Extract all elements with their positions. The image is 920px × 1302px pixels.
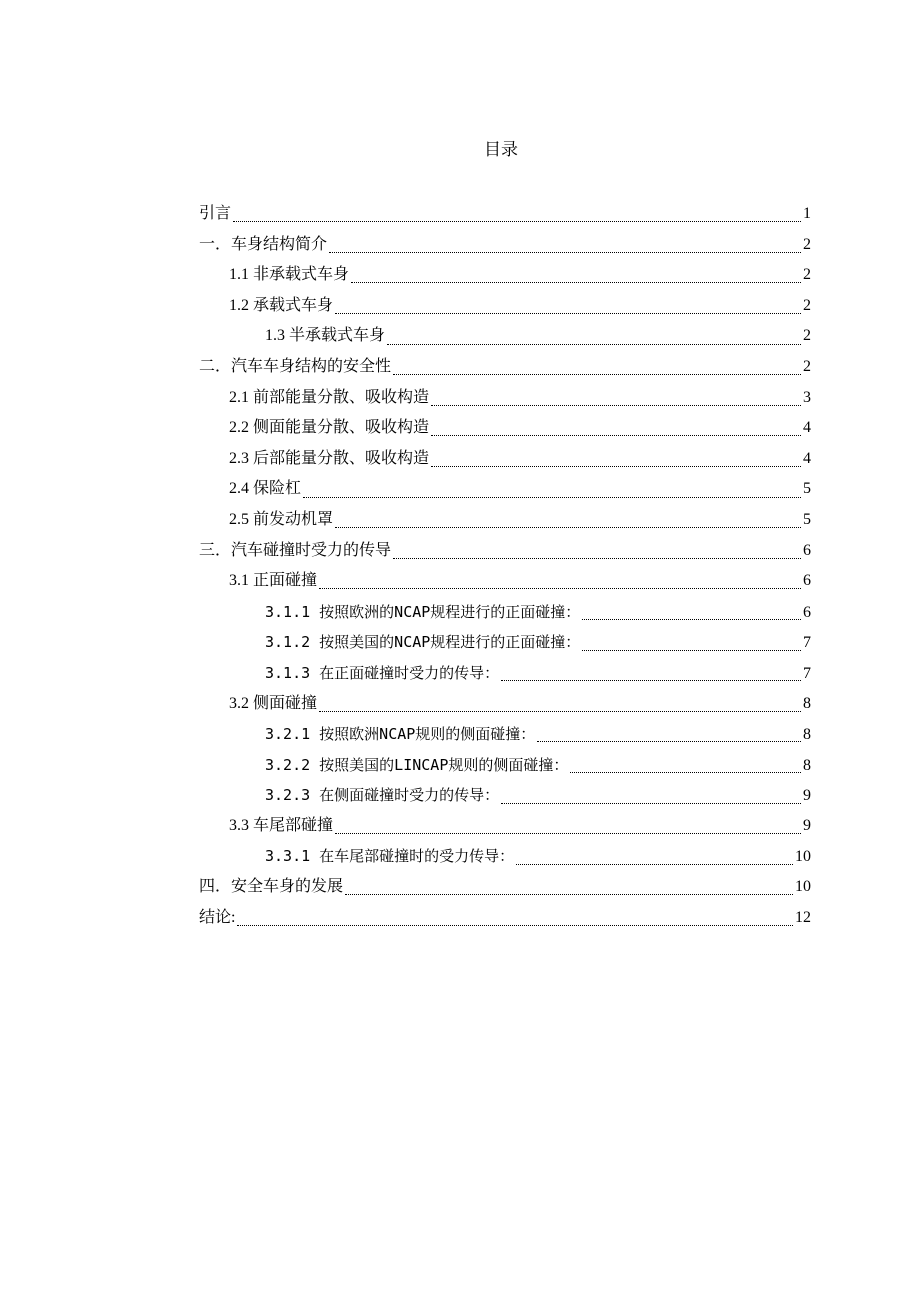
- toc-entry-text: 一．车身结构简介: [199, 235, 328, 253]
- toc-entry-page-number: 3: [803, 388, 811, 406]
- toc-entry-text: 3.3 车尾部碰撞: [229, 816, 334, 834]
- toc-entry[interactable]: [199, 536, 811, 567]
- toc-entry-page-number: 4: [803, 449, 811, 467]
- toc-entry[interactable]: [199, 750, 811, 781]
- toc-entry[interactable]: [199, 903, 811, 934]
- toc-dot-leader: [582, 649, 801, 651]
- toc-entry[interactable]: [199, 719, 811, 750]
- toc-entry[interactable]: [199, 413, 811, 444]
- toc-dot-leader: [319, 587, 801, 589]
- toc-dot-leader: [335, 312, 801, 314]
- toc-entry-text: 二．汽车车身结构的安全性: [199, 357, 392, 375]
- toc-entry-text: 四．安全车身的发展: [199, 878, 344, 896]
- toc-entry-text: 2.3 后部能量分散、吸收构造: [229, 449, 430, 467]
- toc-entry-page-number: 7: [803, 664, 811, 682]
- toc-dot-leader: [303, 496, 801, 498]
- toc-dot-leader: [431, 404, 801, 406]
- toc-entry[interactable]: [199, 872, 811, 903]
- toc-entry-text: 1.2 承载式车身: [229, 296, 334, 314]
- toc-entry-page-number: 2: [803, 327, 811, 345]
- toc-dot-leader: [237, 924, 793, 926]
- toc-entry[interactable]: [199, 291, 811, 322]
- toc-dot-leader: [335, 832, 801, 834]
- toc-dot-leader: [387, 343, 801, 345]
- toc-entry[interactable]: [199, 566, 811, 597]
- toc-entry-page-number: 7: [803, 634, 811, 652]
- toc-entry[interactable]: [199, 199, 811, 230]
- toc-entry-text: 三．汽车碰撞时受力的传导: [199, 541, 392, 559]
- toc-entry-text: 3.2.2 按照美国的LINCAP规则的侧面碰撞：: [265, 755, 569, 774]
- toc-entry-text: 2.5 前发动机罩: [229, 510, 334, 528]
- toc-dot-leader: [570, 771, 801, 773]
- toc-entry[interactable]: [199, 230, 811, 261]
- toc-entry[interactable]: [199, 321, 811, 352]
- toc-entry-text: 3.1 正面碰撞: [229, 572, 318, 590]
- toc-entry-text: 3.2 侧面碰撞: [229, 694, 318, 712]
- toc-entry[interactable]: [199, 811, 811, 842]
- toc-entry-text: 3.2.3 在侧面碰撞时受力的传导：: [265, 786, 500, 805]
- toc-entry-page-number: 6: [803, 603, 811, 621]
- toc-dot-leader: [501, 802, 801, 804]
- toc-dot-leader: [501, 679, 801, 681]
- toc-entry-text: 2.1 前部能量分散、吸收构造: [229, 388, 430, 406]
- toc-entry-page-number: 10: [795, 878, 811, 896]
- toc-entry-page-number: 5: [803, 510, 811, 528]
- toc-entry-text: 3.3.1 在车尾部碰撞时的受力传导：: [265, 847, 515, 866]
- toc-dot-leader: [393, 373, 801, 375]
- toc-entry-text: 结论:: [199, 908, 236, 926]
- toc-dot-leader: [516, 863, 793, 865]
- toc-title: 目录: [484, 140, 518, 159]
- toc-entry-page-number: 6: [803, 541, 811, 559]
- toc-dot-leader: [537, 740, 801, 742]
- table-of-contents: [199, 199, 811, 933]
- toc-entry[interactable]: [199, 597, 811, 628]
- toc-entry-text: 3.1.2 按照美国的NCAP规程进行的正面碰撞：: [265, 633, 581, 652]
- toc-entry[interactable]: [199, 352, 811, 383]
- toc-dot-leader: [233, 220, 801, 222]
- toc-dot-leader: [319, 710, 801, 712]
- toc-entry[interactable]: [199, 444, 811, 475]
- toc-dot-leader: [351, 281, 801, 283]
- toc-entry[interactable]: [199, 474, 811, 505]
- toc-entry-page-number: 9: [803, 816, 811, 834]
- toc-entry-text: 引言: [199, 205, 232, 222]
- toc-list: [199, 199, 811, 933]
- toc-entry[interactable]: [199, 780, 811, 811]
- toc-entry-text: 3.1.1 按照欧洲的NCAP规程进行的正面碰撞：: [265, 602, 581, 621]
- toc-entry-page-number: 4: [803, 419, 811, 437]
- toc-entry-page-number: 6: [803, 572, 811, 590]
- toc-dot-leader: [431, 434, 801, 436]
- toc-dot-leader: [431, 465, 801, 467]
- toc-entry-page-number: 8: [803, 694, 811, 712]
- toc-entry-page-number: 10: [795, 848, 811, 866]
- toc-entry-text: 1.1 非承载式车身: [229, 266, 350, 284]
- toc-entry-page-number: 9: [803, 787, 811, 805]
- toc-entry-page-number: 1: [803, 205, 811, 222]
- toc-entry-page-number: 8: [803, 726, 811, 744]
- toc-entry[interactable]: [199, 689, 811, 720]
- toc-entry[interactable]: [199, 505, 811, 536]
- toc-dot-leader: [582, 618, 801, 620]
- toc-dot-leader: [393, 557, 801, 559]
- toc-entry-page-number: 2: [803, 296, 811, 314]
- toc-entry-text: 3.2.1 按照欧洲NCAP规则的侧面碰撞：: [265, 725, 536, 744]
- toc-entry-page-number: 8: [803, 756, 811, 774]
- toc-entry[interactable]: [199, 383, 811, 414]
- toc-entry[interactable]: [199, 841, 811, 872]
- toc-entry-text: 3.1.3 在正面碰撞时受力的传导：: [265, 663, 500, 682]
- toc-entry-text: 2.2 侧面能量分散、吸收构造: [229, 419, 430, 437]
- toc-dot-leader: [329, 251, 801, 253]
- toc-entry[interactable]: [199, 658, 811, 689]
- toc-dot-leader: [345, 893, 793, 895]
- toc-entry[interactable]: [199, 260, 811, 291]
- toc-dot-leader: [335, 526, 801, 528]
- toc-entry-text: 2.4 保险杠: [229, 480, 302, 498]
- toc-entry-page-number: 2: [803, 357, 811, 375]
- toc-entry-page-number: 2: [803, 266, 811, 284]
- toc-entry-page-number: 12: [795, 908, 811, 926]
- toc-entry-page-number: 5: [803, 480, 811, 498]
- toc-entry-text: 1.3 半承载式车身: [265, 327, 386, 345]
- toc-entry-page-number: 2: [803, 235, 811, 253]
- toc-entry[interactable]: [199, 627, 811, 658]
